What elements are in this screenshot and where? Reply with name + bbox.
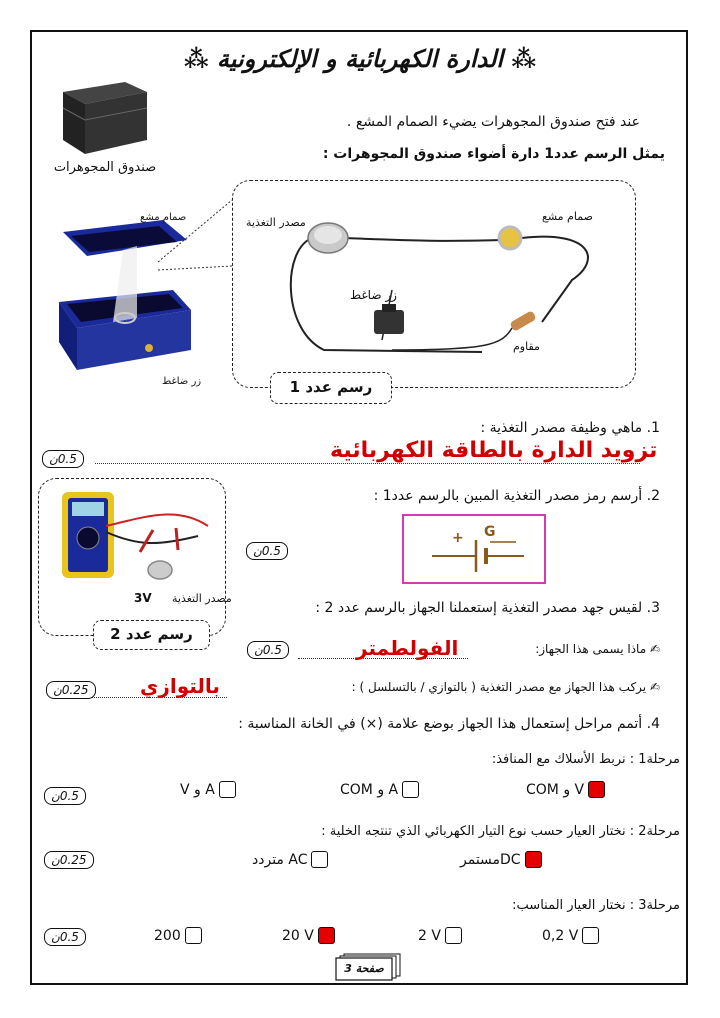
q4-text: 4. أتمم مراحل إستعمال هذا الجهاز بوضع علامة (×) في الخانة المناسبة : [238,716,660,732]
q2-symbol-frame [402,514,546,584]
connector-lines [150,180,240,280]
title-ornament-left: ⁂ [183,44,209,73]
multimeter-image [48,486,218,596]
q3-b-answer: بالتوازي [140,674,220,698]
stage3-option-1[interactable] [418,927,462,944]
stage1-option-0[interactable] [526,781,605,798]
q3-a-label [535,642,660,656]
figure-1-caption: رسم عدد 1 [270,372,392,404]
symbol-g: G [484,524,496,540]
q1-text: 1. ماهي وظيفة مصدر التغذية : [480,420,660,436]
q3-b-label-text: يركب هذا الجهاز مع مصدر التغذية ( بالتوازي / بالتسلسل ) : [351,680,647,694]
box-led-label: صمام مشع [140,212,187,223]
stage3-option-1-label: 2 V [418,927,441,944]
stage3-option-2[interactable] [282,927,335,944]
q3-a-score: 0.5ن [247,641,289,659]
title-text: الدارة الكهربائية و الإلكترونية [216,44,504,73]
page-number: صفحة 3 [344,962,384,975]
stage3-option-3[interactable] [154,927,202,944]
stage2-option-0-label: مستمرDC [460,851,521,868]
figure-2-source-label: مصدر التغذية [172,592,232,605]
figure-2-caption: رسم عدد 2 [93,620,210,650]
stage2-option-1-checkbox[interactable] [311,851,328,868]
q3-b-label [352,680,660,694]
stage2-label: مرحلة2 : نختار العيار حسب نوع التيار الكهربائي الذي تنتجه الخلية : [321,824,680,839]
q3-a-answer: الفولطمتر [356,636,459,660]
circuit-led-label: صمام مشع [542,210,593,223]
stage1-label: مرحلة1 : نربط الأسلاك مع المنافذ: [491,752,680,767]
circuit-button-label: زر ضاغط [350,288,397,302]
q1-answer-line [95,463,640,464]
stage1-option-1-label: COM و A [340,781,399,798]
closed-box-image [55,78,150,160]
stage3-option-3-label: 200 [154,927,181,944]
q3-text: 3. لقيس جهد مصدر التغذية إستعملنا الجهاز بالرسم عدد 2 : [315,600,660,616]
stage3-option-2-label: 20 V [282,927,314,944]
stage3-option-3-checkbox[interactable] [185,927,202,944]
stage3-score: 0.5ن [44,928,86,946]
stage1-option-2-checkbox[interactable] [219,781,236,798]
symbol-plus: + [452,530,464,546]
page-title [0,44,720,73]
stage2-option-1-label: متردد AC [252,851,308,868]
stage3-option-0-label: 0,2 V [542,927,579,944]
stage1-option-1[interactable] [340,781,419,798]
pen-icon: ✍ [646,642,660,656]
q1-answer: تزويد الدارة بالطاقة الكهربائية [330,438,658,463]
stage3-option-0[interactable] [542,927,599,944]
stage3-option-1-checkbox[interactable] [445,927,462,944]
stage1-score: 0.5ن [44,787,86,805]
circuit-resistor-label: مقاوم [513,340,540,353]
q3-a-label-text: ماذا يسمى هذا الجهاز: [535,642,647,656]
q1-score: 0.5ن [42,450,84,468]
stage1-option-0-checkbox[interactable] [588,781,605,798]
q2-score: 0.5ن [246,542,288,560]
stage3-label: مرحلة3 : نختار العيار المناسب: [512,898,680,913]
jewelry-box-label: صندوق المجوهرات [53,160,157,175]
q3-b-score: 0.25ن [46,681,96,699]
stage1-option-1-checkbox[interactable] [402,781,419,798]
stage2-score: 0.25ن [44,851,94,869]
pen-icon: ✍ [646,680,660,694]
stage3-option-0-checkbox[interactable] [582,927,599,944]
power-source-symbol [404,516,544,582]
title-ornament-right: ⁂ [511,44,536,73]
box-button-label: زر ضاغط [162,376,202,387]
intro-line-2: يمثل الرسم عدد1 دارة أضواء صندوق المجوهرات : [322,146,665,162]
stage1-option-0-label: COM و V [526,781,585,798]
stage1-option-2-label: V و A [180,781,215,798]
stage2-option-0-checkbox[interactable] [525,851,542,868]
q2-text: 2. أرسم رمز مصدر التغذية المبين بالرسم عدد1 : [373,488,660,504]
stage1-option-2[interactable] [180,781,236,798]
intro-line-1: عند فتح صندوق المجوهرات يضيء الصمام المشع . [346,114,640,130]
figure-2-voltage: 3V [134,591,152,605]
circuit-source-label: مصدر التغذية [246,216,306,229]
stage3-option-2-checkbox[interactable] [318,927,335,944]
stage2-option-0[interactable] [460,851,542,868]
stage2-option-1[interactable] [252,851,328,868]
